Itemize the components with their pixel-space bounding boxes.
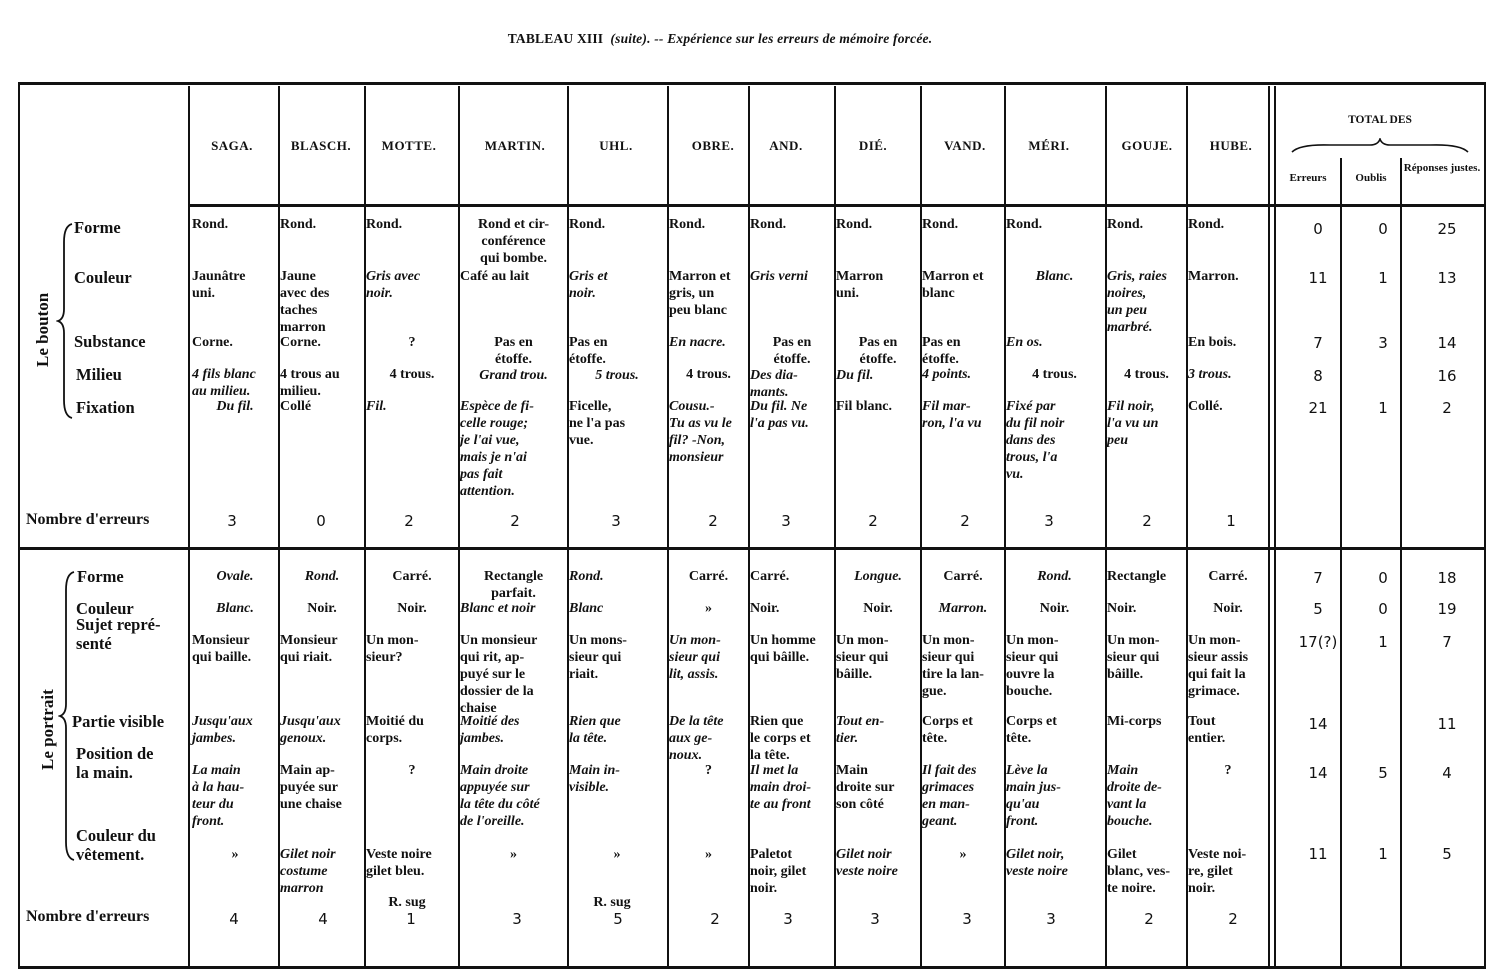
portrait-position-cell: Main droite de- vant la bouche. <box>1107 763 1162 829</box>
portrait-total-oublis: 1 <box>1378 633 1388 651</box>
bouton-substance-cell: Pas en étoffe. <box>772 335 812 367</box>
row-label-p-position: Position de la main. <box>76 744 154 782</box>
portrait-couleur-cell: Noir. <box>1039 601 1070 616</box>
bouton-error-count: 2 <box>404 512 414 530</box>
portrait-partie-cell: Moitié des jambes. <box>460 714 520 746</box>
bouton-substance-cell: Pas en étoffe. <box>922 335 961 367</box>
portrait-partie-cell: Moitié du corps. <box>366 714 424 746</box>
portrait-vetement-cell: Gilet noir veste noire <box>836 847 898 879</box>
portrait-forme-cell: Longue. <box>854 569 902 584</box>
bouton-total-oublis: 1 <box>1378 399 1388 417</box>
portrait-forme-cell: Carré. <box>688 569 729 584</box>
column-header-2: MOTTE. <box>381 138 437 153</box>
portrait-total-erreurs: 5 <box>1313 600 1323 618</box>
bouton-forme-cell: Rond. <box>192 217 229 232</box>
portrait-forme-cell: Rond. <box>304 569 340 584</box>
bouton-fixation-cell: Cousu.- Tu as vu le fil? -Non, monsieur <box>669 399 732 465</box>
portrait-vetement-cell: Veste noire gilet bleu. <box>366 847 432 879</box>
row-label-p-sujet: Sujet repré- senté <box>76 615 161 653</box>
portrait-partie-cell: Mi-corps <box>1107 714 1162 729</box>
portrait-forme-cell: Carré. <box>943 569 983 584</box>
portrait-total-erreurs: 7 <box>1313 569 1323 587</box>
bouton-total-oublis: 1 <box>1378 269 1388 287</box>
portrait-sujet-cell: Un mon- sieur qui bâille. <box>1107 633 1160 682</box>
bouton-forme-cell: Rond. <box>836 217 873 232</box>
portrait-position-cell: Main droite appuyée sur la tête du côté de l'oreille. <box>460 763 540 829</box>
portrait-total-justes: 18 <box>1437 569 1457 587</box>
rule-bottom <box>18 966 1486 969</box>
bouton-couleur-cell: Jaune avec des taches marron <box>280 269 330 335</box>
bouton-milieu-cell: 4 trous. <box>1124 367 1169 382</box>
bouton-couleur-cell: Marron et blanc <box>922 269 984 301</box>
row-label-p-forme: Forme <box>77 567 124 586</box>
column-header-10: GOUJE. <box>1121 138 1173 153</box>
rule-header-bottom <box>188 204 1486 207</box>
column-header-3: MARTIN. <box>484 138 546 153</box>
bouton-couleur-cell: Gris et noir. <box>569 269 608 301</box>
portrait-error-count: 1 <box>406 910 416 928</box>
portrait-position-cell: Il fait des grimaces en man- geant. <box>922 763 977 829</box>
portrait-couleur-cell: Noir. <box>750 601 780 616</box>
bouton-forme-cell: Rond. <box>366 217 403 232</box>
portrait-error-count: 2 <box>1144 910 1154 928</box>
row-label-b-forme: Forme <box>74 218 121 237</box>
portrait-couleur-cell: Blanc et noir <box>460 601 536 616</box>
bouton-milieu-cell: Des dia- mants. <box>750 368 798 400</box>
bouton-fixation-cell: Fil noir, l'a vu un peu <box>1107 399 1159 448</box>
portrait-couleur-cell: Noir. <box>1213 601 1243 616</box>
bouton-fixation-cell: Fil. <box>366 399 387 414</box>
portrait-couleur-cell: » <box>705 601 712 616</box>
bouton-fixation-cell: Collé <box>280 399 312 414</box>
portrait-error-count: 4 <box>229 910 239 928</box>
bouton-error-count: 0 <box>316 512 326 530</box>
portrait-forme-cell: Rond. <box>569 569 604 584</box>
rule-totals-2 <box>1274 86 1276 969</box>
bouton-milieu-cell: 4 trous au milieu. <box>280 367 340 399</box>
column-header-5: OBRE. <box>691 138 735 153</box>
portrait-sujet-cell: Un mon- sieur assis qui fait la grimace. <box>1188 633 1249 699</box>
portrait-total-erreurs: 14 <box>1308 764 1328 782</box>
bouton-forme-cell: Rond. <box>1006 217 1043 232</box>
portrait-position-cell: Il met la main droi- te au front <box>750 763 812 812</box>
bouton-total-justes: 25 <box>1437 220 1457 238</box>
portrait-position-cell: ? <box>408 763 416 778</box>
portrait-sujet-cell: Un mon- sieur qui bâille. <box>836 633 889 682</box>
portrait-forme-cell: Carré. <box>750 569 790 584</box>
bouton-fixation-cell: Fil mar- ron, l'a vu <box>922 399 982 431</box>
bouton-couleur-cell: Gris avec noir. <box>366 269 421 301</box>
portrait-error-count: 5 <box>613 910 623 928</box>
row-label-b-couleur: Couleur <box>74 268 132 287</box>
portrait-couleur-cell: Noir. <box>1107 601 1137 616</box>
bouton-substance-cell: Corne. <box>192 335 233 350</box>
bouton-error-count: 3 <box>611 512 621 530</box>
portrait-error-count: 4 <box>318 910 328 928</box>
portrait-couleur-cell: Noir. <box>863 601 893 616</box>
column-header-7: DIÉ. <box>858 138 888 153</box>
totals-title: TOTAL DES <box>1348 114 1412 126</box>
bouton-substance-cell: Pas en étoffe. <box>569 335 608 367</box>
bouton-couleur-cell: Gris verni <box>750 269 808 284</box>
bouton-milieu-cell: 3 trous. <box>1188 367 1232 382</box>
portrait-sujet-cell: Un mon- sieur qui ouvre la bouche. <box>1006 633 1059 699</box>
portrait-error-count: 3 <box>512 910 522 928</box>
portrait-partie-cell: Rien que la tête. <box>569 714 621 746</box>
portrait-forme-cell: Carré. <box>1208 569 1248 584</box>
portrait-vetement-cell: » <box>231 847 239 862</box>
portrait-total-oublis: 0 <box>1378 600 1388 618</box>
bouton-milieu-cell: 4 trous. <box>1032 367 1077 382</box>
bouton-couleur-cell: Marron. <box>1188 269 1239 284</box>
portrait-total-erreurs: 11 <box>1308 845 1328 863</box>
portrait-total-justes: 11 <box>1437 715 1457 733</box>
row-label-b-substance: Substance <box>74 332 146 351</box>
portrait-position-cell: Main in- visible. <box>569 763 620 795</box>
portrait-sujet-cell: Un mon- sieur? <box>366 633 419 665</box>
row-label-p-couleur: Couleur <box>76 599 134 618</box>
bouton-milieu-cell: 5 trous. <box>595 368 639 383</box>
portrait-forme-cell: Carré. <box>392 569 432 584</box>
row-label-p-nombre: Nombre d'erreurs <box>26 908 150 925</box>
portrait-position-cell: Lève la main jus- qu'au front. <box>1006 763 1061 829</box>
bouton-error-count: 2 <box>510 512 520 530</box>
portrait-vetement-cell: » <box>705 847 712 862</box>
title-main: TABLEAU XIII <box>507 31 604 46</box>
portrait-partie-cell: Corps et tête. <box>1006 714 1057 746</box>
portrait-partie-cell: Jusqu'aux jambes. <box>192 714 253 746</box>
bouton-error-count: 3 <box>1044 512 1054 530</box>
portrait-error-count: 2 <box>1228 910 1238 928</box>
portrait-total-erreurs: 17(?) <box>1298 633 1338 651</box>
portrait-forme-cell: Rectangle parfait. <box>483 569 544 601</box>
rule-left <box>18 82 20 969</box>
bouton-error-count: 3 <box>227 512 237 530</box>
portrait-forme-cell: Ovale. <box>216 569 254 584</box>
portrait-partie-cell: Jusqu'aux genoux. <box>280 714 341 746</box>
bouton-forme-cell: Rond. <box>280 217 317 232</box>
portrait-error-count: 3 <box>962 910 972 928</box>
bouton-forme-cell: Rond. <box>569 217 606 232</box>
row-label-p-vetement: Couleur du vêtement. <box>76 826 156 864</box>
bouton-milieu-cell: 4 trous. <box>389 367 435 382</box>
portrait-total-oublis: 5 <box>1378 764 1388 782</box>
row-label-b-fixation: Fixation <box>76 398 135 417</box>
rule-section-divider <box>18 547 1486 550</box>
bouton-milieu-cell: 4 fils blanc au milieu. <box>192 367 256 399</box>
bouton-couleur-cell: Marron et gris, un peu blanc <box>669 269 731 318</box>
portrait-vetement-cell: Gilet blanc, ves- te noire. <box>1107 847 1170 896</box>
portrait-vetement-cell: » <box>510 847 517 862</box>
portrait-couleur-cell: Noir. <box>307 601 337 616</box>
bouton-couleur-cell: Marron uni. <box>836 269 884 301</box>
bouton-milieu-cell: 4 points. <box>922 367 972 382</box>
portrait-partie-cell: Rien que le corps et la tête. <box>750 714 811 763</box>
rule-top <box>18 82 1486 85</box>
page-title <box>0 31 1440 47</box>
portrait-position-cell: Main ap- puyée sur une chaise <box>280 763 342 812</box>
totals-erreurs-header: Erreurs <box>1289 172 1327 184</box>
portrait-position-cell: ? <box>705 763 712 778</box>
bouton-error-count: 2 <box>868 512 878 530</box>
bouton-forme-cell: Rond. <box>669 217 706 232</box>
bouton-forme-cell: Rond. <box>1188 217 1225 232</box>
bouton-fixation-cell: Fil blanc. <box>836 399 893 414</box>
bouton-total-oublis: 3 <box>1378 334 1388 352</box>
portrait-vetement-cell: Gilet noir costume marron <box>280 847 336 896</box>
portrait-error-count: 3 <box>1046 910 1056 928</box>
bouton-fixation-cell: Du fil. Ne l'a pas vu. <box>750 399 809 431</box>
portrait-sujet-cell: Monsieur qui baille. <box>192 633 252 665</box>
bouton-total-oublis: 0 <box>1378 220 1388 238</box>
bouton-total-justes: 16 <box>1437 367 1457 385</box>
portrait-position-cell: La main à la hau- teur du front. <box>192 763 245 829</box>
bouton-forme-cell: Rond et cir- conférence qui bombe. <box>477 217 550 266</box>
portrait-forme-cell: Rond. <box>1037 569 1072 584</box>
portrait-partie-cell: Corps et tête. <box>922 714 973 746</box>
bouton-substance-cell: En bois. <box>1188 335 1237 350</box>
column-header-9: MÉRI. <box>1028 138 1070 153</box>
portrait-vetement-cell: » <box>613 847 621 862</box>
bouton-couleur-cell: Café au lait <box>460 269 530 284</box>
totals-justes-header: Réponses justes. <box>1403 162 1481 174</box>
portrait-vetement-cell: Veste noi- re, gilet noir. <box>1188 847 1247 896</box>
portrait-total-oublis: 1 <box>1378 845 1388 863</box>
bouton-fixation-cell: Fixé par du fil noir dans des trous, l'a vu. <box>1006 399 1065 482</box>
bouton-substance-cell: Corne. <box>280 335 321 350</box>
bouton-error-count: 2 <box>1142 512 1152 530</box>
row-label-b-milieu: Milieu <box>76 365 122 384</box>
bouton-error-count: 3 <box>781 512 791 530</box>
bouton-couleur-cell: Blanc. <box>1035 269 1074 284</box>
portrait-rsug-cell: R. sug <box>593 895 631 910</box>
column-header-6: AND. <box>769 138 803 153</box>
portrait-sujet-cell: Un mon- sieur qui tire la lan- gue. <box>922 633 984 699</box>
portrait-vetement-cell: » <box>959 847 967 862</box>
portrait-rsug-cell: R. sug <box>388 895 426 910</box>
bouton-total-erreurs: 0 <box>1313 220 1323 238</box>
portrait-total-oublis: 0 <box>1378 569 1388 587</box>
portrait-forme-cell: Rectangle <box>1107 569 1167 584</box>
column-header-11: HUBE. <box>1209 138 1253 153</box>
portrait-sujet-cell: Un mons- sieur qui riait. <box>569 633 627 682</box>
bouton-forme-cell: Rond. <box>750 217 787 232</box>
bouton-total-justes: 2 <box>1442 399 1452 417</box>
portrait-total-justes: 4 <box>1442 764 1452 782</box>
row-label-p-partie: Partie visible <box>72 712 165 731</box>
portrait-sujet-cell: Un homme qui bâille. <box>750 633 816 665</box>
bouton-fixation-cell: Espèce de fi- celle rouge; je l'ai vue, mais je n'ai pas fait attention. <box>460 399 534 499</box>
column-header-4: UHL. <box>599 138 633 153</box>
totals-brace-icon <box>1290 138 1470 158</box>
portrait-total-justes: 19 <box>1437 600 1457 618</box>
title-suite: (suite). <box>610 31 651 46</box>
bouton-forme-cell: Rond. <box>922 217 959 232</box>
rule-totals-1 <box>1268 86 1270 969</box>
row-label-b-nombre: Nombre d'erreurs <box>26 511 150 528</box>
bouton-total-erreurs: 11 <box>1308 269 1328 287</box>
bouton-error-count: 1 <box>1226 512 1236 530</box>
portrait-error-count: 3 <box>870 910 880 928</box>
bouton-fixation-cell: Du fil. <box>216 399 254 414</box>
group-label-bouton: Le bouton <box>33 292 52 367</box>
bouton-substance-cell: ? <box>408 335 416 350</box>
column-header-8: VAND. <box>944 138 986 153</box>
portrait-error-count: 3 <box>783 910 793 928</box>
bouton-total-erreurs: 21 <box>1308 399 1328 417</box>
portrait-total-justes: 7 <box>1442 633 1452 651</box>
portrait-couleur-cell: Marron. <box>938 601 988 616</box>
bouton-couleur-cell: Gris, raies noires, un peu marbré. <box>1107 269 1167 335</box>
portrait-sujet-cell: Un mon- sieur qui lit, assis. <box>669 633 721 682</box>
portrait-error-count: 2 <box>710 910 720 928</box>
rule-right <box>1484 82 1486 969</box>
bouton-total-justes: 13 <box>1437 269 1457 287</box>
bouton-substance-cell: En os. <box>1006 335 1043 350</box>
title-rest: -- Expérience sur les erreurs de mémoire forcée. <box>654 31 933 46</box>
bouton-couleur-cell: Jaunâtre uni. <box>192 269 246 301</box>
bouton-error-count: 2 <box>708 512 718 530</box>
bouton-fixation-cell: Ficelle, ne l'a pas vue. <box>569 399 626 448</box>
bouton-forme-cell: Rond. <box>1107 217 1144 232</box>
bouton-substance-cell: En nacre. <box>669 335 726 350</box>
portrait-sujet-cell: Un monsieur qui rit, ap- puyé sur le dossier de la chaise <box>460 633 538 716</box>
portrait-couleur-cell: Noir. <box>397 601 427 616</box>
portrait-partie-cell: Tout en- tier. <box>836 714 885 746</box>
portrait-couleur-cell: Blanc. <box>216 601 254 616</box>
bouton-total-justes: 14 <box>1437 334 1457 352</box>
bouton-milieu-cell: Du fil. <box>836 368 874 383</box>
bouton-milieu-cell: Grand trou. <box>479 368 548 383</box>
bouton-fixation-cell: Collé. <box>1188 399 1223 414</box>
portrait-partie-cell: Tout entier. <box>1188 714 1226 746</box>
portrait-position-cell: ? <box>1224 763 1232 778</box>
bouton-total-erreurs: 8 <box>1313 367 1323 385</box>
portrait-sujet-cell: Monsieur qui riait. <box>280 633 338 665</box>
bouton-error-count: 2 <box>960 512 970 530</box>
portrait-total-erreurs: 14 <box>1308 715 1328 733</box>
portrait-vetement-cell: Gilet noir, veste noire <box>1006 847 1068 879</box>
totals-oublis-header: Oublis <box>1355 172 1387 184</box>
portrait-couleur-cell: Blanc <box>569 601 604 616</box>
portrait-position-cell: Main droite sur son côté <box>836 763 895 812</box>
portrait-total-justes: 5 <box>1442 845 1452 863</box>
bouton-total-erreurs: 7 <box>1313 334 1323 352</box>
portrait-partie-cell: De la tête aux ge- noux. <box>669 714 724 763</box>
column-header-1: BLASCH. <box>290 138 352 153</box>
column-header-0: SAGA. <box>211 138 253 153</box>
bouton-substance-cell: Pas en étoffe. <box>858 335 898 367</box>
bouton-milieu-cell: 4 trous. <box>686 367 731 382</box>
bouton-brace-icon <box>56 222 76 420</box>
group-label-portrait: Le portrait <box>38 689 57 770</box>
portrait-vetement-cell: Paletot noir, gilet noir. <box>750 847 807 896</box>
bouton-substance-cell: Pas en étoffe. <box>494 335 533 367</box>
